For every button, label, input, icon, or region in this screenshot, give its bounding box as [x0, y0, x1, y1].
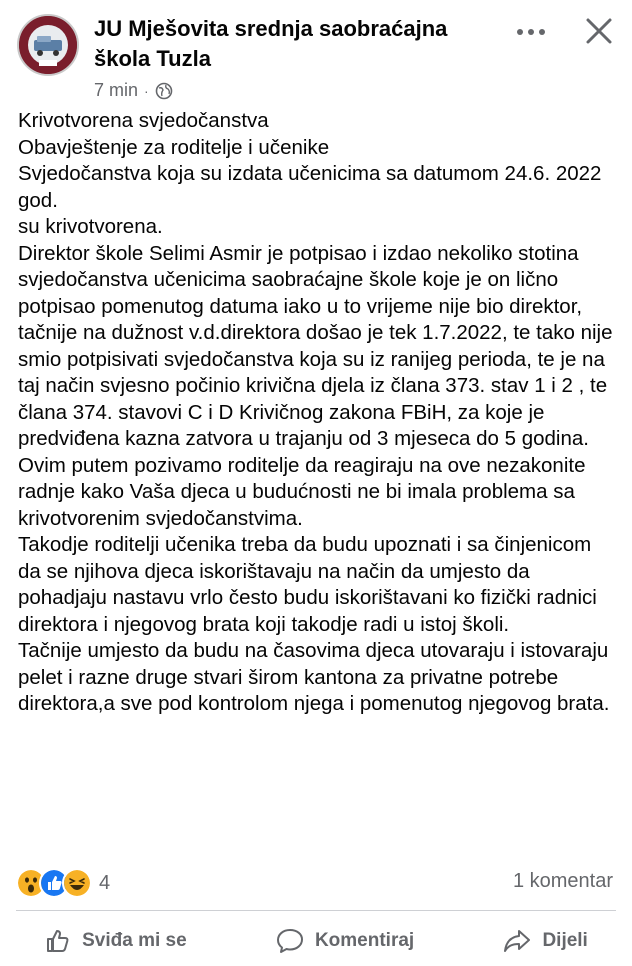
more-dot-icon: [539, 29, 545, 35]
thumbs-up-icon: [44, 927, 72, 955]
reaction-count: 4: [99, 871, 111, 894]
haha-reaction-icon: [62, 868, 92, 898]
page-name[interactable]: JU Mješovita srednja saobraćajna škola Tuzla: [94, 16, 448, 71]
comment-label: Komentiraj: [314, 929, 415, 951]
like-button[interactable]: [32, 921, 199, 961]
post-text: Krivotvorena svjedočanstva Obavještenje za roditelje i učenike Svjedočanstva koja su izdata učenicima sa datumom 24.6. 2022 god. su krivotvorena. Direktor škole Selimi Asmir je potpisao i izdao nekoliko stotina svjedočanstva učenicima saobraćajne škole koje je on lično potpisao pomenutog datuma iako u to vrijeme nije bio direktor, tačnije na dužnost v.d.direktora došao je tek 1.7.2022, te tako nije smio potpisivati svjedočanstva koja su iz ranijeg perioda, te je na taj način svjesno počinio krivična djela iz člana 373. stav 1 i 2 , te člana 374. stavovi C i D Krivičnog zakona FBiH, za koje je predviđena kazna zatvora u trajanju od 3 mjeseca do 5 godina. Ovim putem pozivamo roditelje da reagiraju na ove nezakonite radnje kako Vaša djeca u budućnosti ne bi imala problema sa krivotvorenim svjedočanstvima. Takodje roditelji učenika treba da budu upoznati i sa činjenicom da se njihova djeca iskorištavaju na način da umjesto da pohadjaju nastavu vrlo često budu iskorištavani ko fizički radnici direktora i njegovog brata koji takodje radi u istoj školi. Tačnije umjesto da budu na časovima djeca utovaraju i istovaraju pelet i razne druge stvari širom kantona za privatne potrebe direktora,a sve pod kontrolom njega i pomenutog njegovog brata.: [18, 109, 613, 715]
post-meta: [94, 80, 173, 101]
more-dot-icon: [517, 29, 523, 35]
post-action-bar: [0, 915, 632, 966]
school-logo-icon: [19, 16, 77, 74]
share-label: Dijeli: [542, 929, 588, 951]
meta-separator: ·: [144, 82, 149, 99]
page-avatar[interactable]: [17, 14, 79, 76]
more-dot-icon: [528, 29, 534, 35]
reactions-summary[interactable]: [16, 868, 110, 898]
comment-bubble-icon: [275, 927, 305, 955]
post-header: [0, 0, 632, 108]
share-button[interactable]: [490, 921, 599, 961]
action-divider: [16, 910, 616, 911]
globe-icon: [155, 82, 173, 100]
comment-count-link[interactable]: 1 komentar: [512, 870, 613, 892]
share-arrow-icon: [502, 927, 532, 955]
comment-button[interactable]: [263, 921, 426, 961]
post-time[interactable]: 7 min: [94, 80, 139, 100]
more-options-button[interactable]: [511, 22, 551, 42]
close-icon[interactable]: [582, 14, 616, 48]
like-label: Sviđa mi se: [82, 929, 187, 951]
